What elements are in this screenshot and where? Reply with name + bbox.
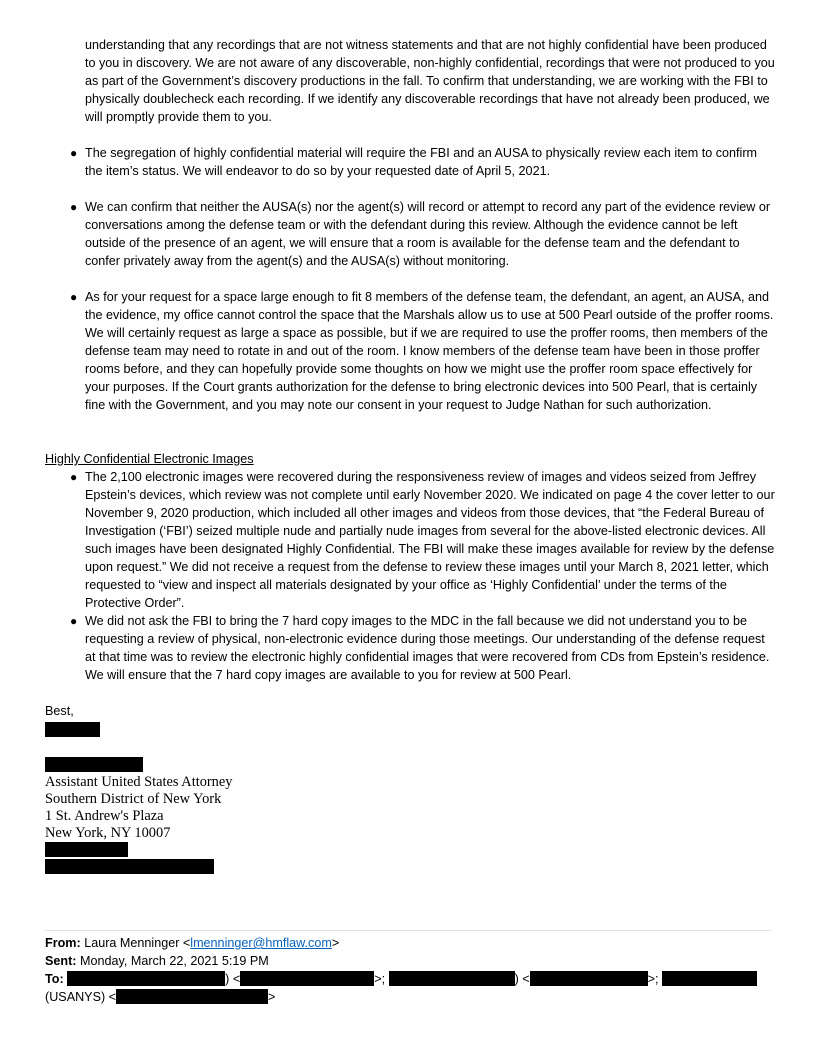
continuation-paragraph: understanding that any recordings that are not witness statements and that are not highly confidential have been produced to you in discovery. We are not aware of any discoverable, non-highly confidential, recordings that were not produced to you as part of the Government’s discovery productions in the fall. To confirm that understanding, we are working with the FBI to physically doublecheck each recording. If we identify any discoverable recordings that have not already been produced, we will promptly provide them to you.	[85, 38, 775, 124]
redaction-block	[530, 971, 648, 986]
redaction-block	[67, 971, 225, 986]
from-close: >	[331, 936, 340, 950]
redaction-block	[45, 842, 128, 857]
redaction-block	[662, 971, 757, 986]
email-to-line	[45, 970, 775, 988]
bullet-icon: ●	[70, 146, 78, 160]
signature-city: New York, NY 10007	[45, 825, 171, 841]
list-item	[45, 468, 775, 612]
redaction-block	[389, 971, 515, 986]
to-end: >	[268, 990, 276, 1004]
redaction-block	[45, 722, 100, 737]
bullet-text: We can confirm that neither the AUSA(s) nor the agent(s) will record or attempt to record any part of the evidence review or conversations among the defense team or with the defendant during this review. Although the evidence cannot be left outside of the presence of an agent, we will ensure that a room is available for the defense team and the defendant to confer privately away from the agent(s) and the AUSA(s) without monitoring.	[85, 200, 771, 268]
to-separator: >;	[647, 972, 659, 986]
signature-block	[45, 774, 232, 842]
email-sent-line	[45, 952, 775, 970]
signature-office: Southern District of New York	[45, 791, 222, 807]
to-separator: ) <	[225, 972, 241, 986]
signature-street: 1 St. Andrew's Plaza	[45, 808, 164, 824]
bullet-list	[45, 288, 775, 414]
closing: Best,	[45, 704, 74, 718]
to-separator: >;	[374, 972, 386, 986]
bullet-list	[45, 198, 775, 270]
header-divider	[45, 930, 771, 931]
sent-value: Monday, March 22, 2021 5:19 PM	[79, 954, 269, 968]
bullet-text: The 2,100 electronic images were recovered during the responsiveness review of images and videos seized from Jeffrey Epstein’s devices, which review was not complete until early November 2020. We indicated on page 4 the cover letter to our November 9, 2020 production, which included all other images and videos from those devices, that “the Federal Bureau of Investigation (‘FBI’) seized multiple nude and partially nude images from several for the above-listed electronic devices. All such images have been designated Highly Confidential. The FBI will make these images available for review by the defense upon request.” We did not receive a request from the defense to review these images until your March 8, 2021 letter, which requested to “view and inspect all materials designated by your office as ‘Highly Confidential’ under the terms of the Protective Order”.	[85, 470, 775, 610]
bullet-icon: ●	[70, 470, 78, 484]
from-name: Laura Menninger <	[84, 936, 191, 950]
from-email-link[interactable]: lmenninger@hmflaw.com	[190, 936, 332, 950]
from-label: From:	[45, 936, 81, 950]
redaction-block	[45, 859, 214, 874]
bullet-icon: ●	[70, 290, 78, 304]
bullet-icon: ●	[70, 200, 78, 214]
email-to-continuation	[45, 988, 775, 1006]
redaction-block	[45, 757, 143, 772]
list-item	[45, 612, 775, 684]
signature-title: Assistant United States Attorney	[45, 774, 233, 790]
redaction-block	[116, 989, 268, 1004]
list-item	[45, 144, 775, 180]
section-heading: Highly Confidential Electronic Images	[45, 452, 254, 466]
bullet-icon: ●	[70, 614, 78, 628]
list-item	[45, 198, 775, 270]
section-bullet-list	[45, 468, 775, 684]
bullet-text: We did not ask the FBI to bring the 7 hard copy images to the MDC in the fall because we did not understand you to be requesting a review of physical, non-electronic evidence during those meetings. Our understanding of the defense request at that time was to review the electronic highly confidential images that were recovered from CDs from Epstein’s residence. We will ensure that the 7 hard copy images are available to you for review at 500 Pearl.	[85, 614, 770, 682]
sent-label: Sent:	[45, 954, 77, 968]
bullet-text: The segregation of highly confidential material will require the FBI and an AUSA to physically review each item to confirm the item’s status. We will endeavor to do so by your requested date of April 5, 2021.	[85, 146, 758, 178]
bullet-list	[45, 144, 775, 180]
to-continuation: (USANYS) <	[45, 990, 117, 1004]
email-from-line	[45, 934, 775, 952]
list-item	[45, 288, 775, 414]
redaction-block	[240, 971, 374, 986]
to-label: To:	[45, 972, 64, 986]
bullet-text: As for your request for a space large enough to fit 8 members of the defense team, the defendant, an agent, an AUSA, and the evidence, my office cannot control the space that the Marshals allow us to use at 500 Pearl outside of the proffer rooms. We will certainly request as large a space as possible, but if we are required to use the proffer rooms, then members of the defense team may need to rotate in and out of the room. I know members of the defense team have been in those proffer rooms before, and they can hopefully provide some thoughts on how we might use the proffer room space effectively for your purposes. If the Court grants authorization for the defense to bring electronic devices into 500 Pearl, that is certainly fine with the Government, and you may note our consent in your request to Judge Nathan for such authorization.	[85, 290, 774, 412]
to-separator: ) <	[514, 972, 530, 986]
